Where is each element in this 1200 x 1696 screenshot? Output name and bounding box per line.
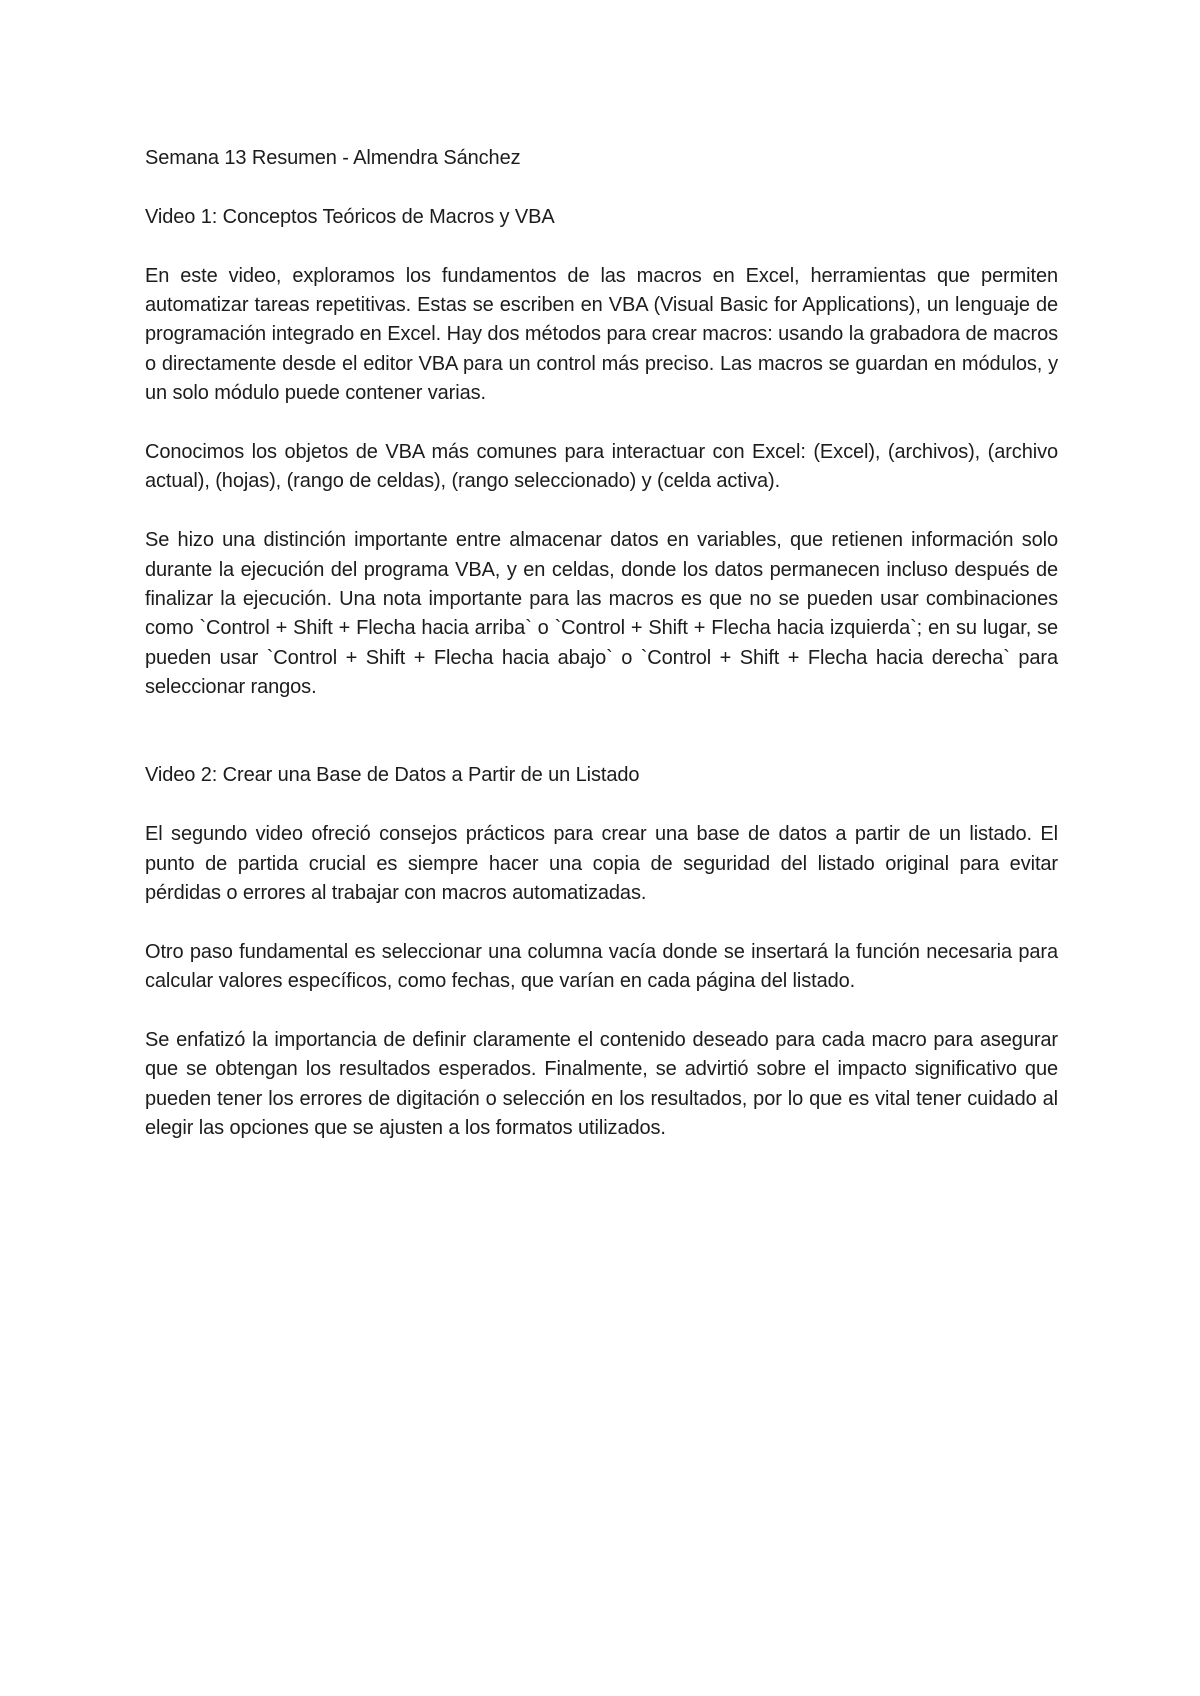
spacer: [145, 497, 1058, 526]
section-1-paragraph-2: Conocimos los objetos de VBA más comunes para interactuar con Excel: (Excel), (archivos), (archivo actual), (hojas), (rango de celdas), (rango seleccionado) y (celda activa).: [145, 441, 1058, 493]
section-2-paragraph-3: Se enfatizó la importancia de definir claramente el contenido deseado para cada macro para asegurar que se obtengan los resultados esperados. Finalmente, se advirtió sobre el impacto significativo que pueden tener los errores de digitación o selección en los resultados, por lo que es vital tener cuidado al elegir las opciones que se ajusten a los formatos utilizados.: [145, 1029, 1058, 1140]
section-2-paragraph-2: Otro paso fundamental es seleccionar una columna vacía donde se insertará la función necesaria para calcular valores específicos, como fechas, que varían en cada página del listado.: [145, 940, 1058, 993]
section-2-paragraph-1: El segundo video ofreció consejos prácticos para crear una base de datos a partir de un listado. El punto de partida crucial es siempre hacer una copia de seguridad del listado original para evitar pérdidas o errores al trabajar con macros automatizadas.: [145, 823, 1058, 905]
spacer: [145, 703, 1058, 762]
section-1-heading: Video 1: Conceptos Teóricos de Macros y VBA: [145, 205, 555, 228]
spacer: [145, 173, 1058, 202]
section-1-paragraph-3: Se hizo una distinción importante entre almacenar datos en variables, que retienen información solo durante la ejecución del programa VBA, y en celdas, donde los datos permanecen incluso después de finalizar la ejecución. Una nota importante para las macros es que no se pueden usar combinaciones como `Control + Shift + Flecha hacia arriba` o `Control + Shift + Flecha hacia izquierda`; en su lugar, se pueden usar `Control + Shift + Flecha hacia abajo` o `Control + Shift + Flecha hacia derecha` para seleccionar rangos.: [145, 529, 1058, 699]
spacer: [145, 409, 1058, 438]
section-2-heading: Video 2: Crear una Base de Datos a Partir de un Listado: [145, 764, 640, 787]
spacer: [145, 791, 1058, 820]
document-body: [145, 144, 1058, 1144]
document-title: Semana 13 Resumen - Almendra Sánchez: [145, 147, 521, 169]
section-1-paragraph-1: En este video, exploramos los fundamentos de las macros en Excel, herramientas que permiten automatizar tareas repetitivas. Estas se escriben en VBA (Visual Basic for Applications), un lenguaje de programación integrado en Excel. Hay dos métodos para crear macros: usando la grabadora de macros o directamente desde el editor VBA para un control más preciso. Las macros se guardan en módulos, y un solo módulo puede contener varias.: [145, 264, 1058, 405]
spacer: [145, 908, 1058, 937]
spacer: [145, 232, 1058, 261]
spacer: [145, 997, 1058, 1026]
